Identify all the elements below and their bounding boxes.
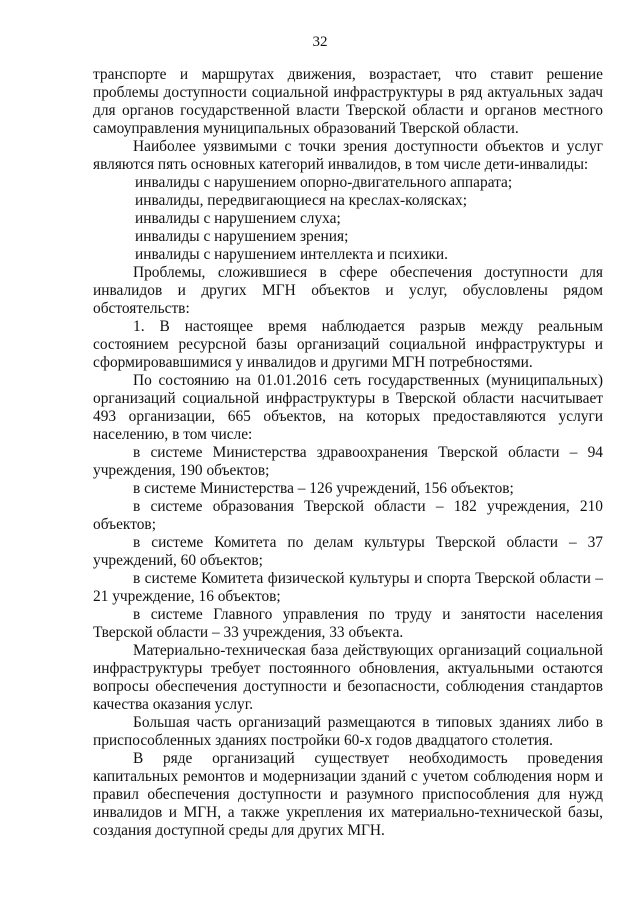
list-item: в системе Комитета по делам культуры Тверской области – 37 учреждений, 60 объектов;: [93, 534, 603, 569]
list-item: в системе Главного управления по труду и занятости населения Тверской области – 33 учреждения, 33 объекта.: [93, 606, 603, 641]
paragraph-material-base: Материально-техническая база действующих организаций социальной инфраструктуры требует постоянного обновления, актуальными остаются вопросы обеспечения доступности и безопасности, соблюдения стандартов качества оказания услуг.: [93, 642, 603, 713]
paragraph-continuation: транспорте и маршрутах движения, возрастает, что ставит решение проблемы доступности социальной инфраструктуры в ряд актуальных задач для органов государственной власти Тверской области и органов местного самоуправления муниципальных образований Тверской области.: [93, 66, 603, 137]
category-item: инвалиды, передвигающиеся на креслах-колясках;: [135, 192, 468, 209]
category-item: инвалиды с нарушением опорно-двигательного аппарата;: [135, 174, 513, 191]
category-item: инвалиды с нарушением слуха;: [135, 210, 341, 227]
category-item: инвалиды с нарушением зрения;: [135, 228, 349, 245]
paragraph-buildings: Большая часть организаций размещаются в типовых зданиях либо в приспособленных зданиях постройки 60-х годов двадцатого столетия.: [93, 714, 603, 749]
paragraph-problems: Проблемы, сложившиеся в сфере обеспечения доступности для инвалидов и других МГН объектов и услуг, обусловлены рядом обстоятельств:: [93, 264, 603, 317]
page-number: 32: [312, 34, 328, 50]
list-item: в системе образования Тверской области – 182 учреждения, 210 объектов;: [93, 498, 603, 533]
category-item: инвалиды с нарушением интеллекта и психики.: [135, 246, 448, 263]
list-item: в системе Комитета физической культуры и спорта Тверской области – 21 учреждение, 16 объектов;: [93, 570, 603, 605]
paragraph-statistics: По состоянию на 01.01.2016 сеть государственных (муниципальных) организаций социальной инфраструктуры в Тверской области насчитывает 493 организации, 665 объектов, на которых предоставляются услуги населению, в том числе:: [93, 372, 603, 443]
list-item: в системе Министерства здравоохранения Тверской области – 94 учреждения, 190 объектов;: [93, 444, 603, 479]
document-body: [93, 66, 603, 840]
paragraph-point-1: 1. В настоящее время наблюдается разрыв между реальным состоянием ресурсной базы организаций социальной инфраструктуры и сформировавшимися у инвалидов и другими МГН потребностями.: [93, 318, 603, 371]
paragraph-repairs: В ряде организаций существует необходимость проведения капитальных ремонтов и модернизации зданий с учетом соблюдения норм и правил обеспечения доступности и разумного приспособления для нужд инвалидов и МГН, а также укрепления их материально-технической базы, создания доступной среды для других МГН.: [93, 750, 603, 839]
paragraph-categories-intro: Наиболее уязвимыми с точки зрения доступности объектов и услуг являются пять основных категорий инвалидов, в том числе дети-инвалиды:: [93, 138, 603, 173]
list-item: в системе Министерства – 126 учреждений, 156 объектов;: [133, 480, 514, 497]
